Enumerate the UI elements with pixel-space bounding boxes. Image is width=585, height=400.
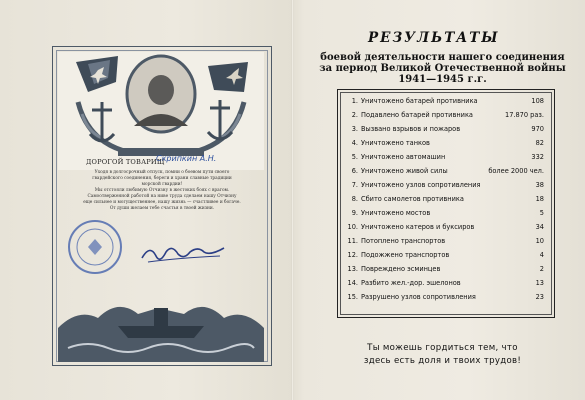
closing-line: здесь есть доля и твоих трудов!: [363, 356, 522, 366]
farewell-line: гвардейского соединения, береги и храни славные традиции: [92, 176, 232, 181]
farewell-line: Уходя в долгосрочный отпуск, помни о боевом пути своего: [94, 170, 230, 175]
result-row: 12. Подожжено транспортов 4: [347, 251, 544, 259]
farewell-line: Мы отстояли любимую Отчизну в жестоких боях с врагом.: [94, 188, 230, 193]
result-row: 1. Уничтожено батарей противника 108: [351, 97, 544, 105]
handwritten-recipient-name: Скрипкин А.Н.: [156, 154, 217, 163]
result-row: 14. Разбито жел.-дор. эшелонов 13: [347, 279, 544, 287]
handwritten-signature: [138, 238, 228, 268]
farewell-line: Самоотверженной работой на ниве труда сделаем нашу Отчизну: [87, 194, 237, 199]
results-subtitle: за период Великой Отечественной войны: [319, 63, 566, 74]
left-page: [38, 30, 278, 380]
farewell-text: [74, 170, 250, 212]
result-row: 4. Уничтожено танков 82: [351, 139, 544, 147]
result-row: 9. Уничтожено мостов 5: [351, 209, 544, 217]
result-row: 11. Потоплено транспортов 10: [347, 237, 544, 245]
results-title: РЕЗУЛЬТАТЫ: [368, 30, 500, 46]
result-row: 8. Сбито самолетов противника 18: [351, 195, 544, 203]
farewell-line: От души желаем тебе счастья в твоей жизни.: [109, 206, 215, 211]
result-row: 13. Повреждено эсминцев 2: [347, 265, 544, 273]
result-row: 5. Уничтожено автомашин 332: [351, 153, 544, 161]
result-row: 15. Разрушено узлов сопротивления 23: [347, 293, 544, 301]
results-subtitle: боевой деятельности нашего соединения: [320, 52, 565, 63]
results-period: 1941—1945 г.г.: [398, 74, 487, 85]
result-row: 10. Уничтожено катеров и буксиров 34: [347, 223, 544, 231]
portrait-emblem-illustration: [58, 52, 264, 170]
greeting: ДОРОГОЙ ТОВАРИЩ: [86, 158, 165, 166]
farewell-line: морской гвардии!: [141, 182, 183, 187]
result-row: 3. Вызвано взрывов и пожаров 970: [351, 125, 544, 133]
result-row: 7. Уничтожено узлов сопротивления 38: [351, 181, 544, 189]
ships-illustration: [58, 278, 264, 362]
result-row: 2. Подавлено батарей противника 17.870 раз.: [351, 111, 544, 119]
closing-line: Ты можешь гордиться тем, что: [367, 343, 518, 353]
official-stamp: [66, 218, 124, 276]
page-fold: [291, 0, 294, 400]
farewell-line: еще сильнее и могущественнее, нашу жизнь — счастливее и богаче.: [83, 200, 241, 205]
result-row: 6. Уничтожено живой силы более 2000 чел.: [351, 167, 544, 175]
